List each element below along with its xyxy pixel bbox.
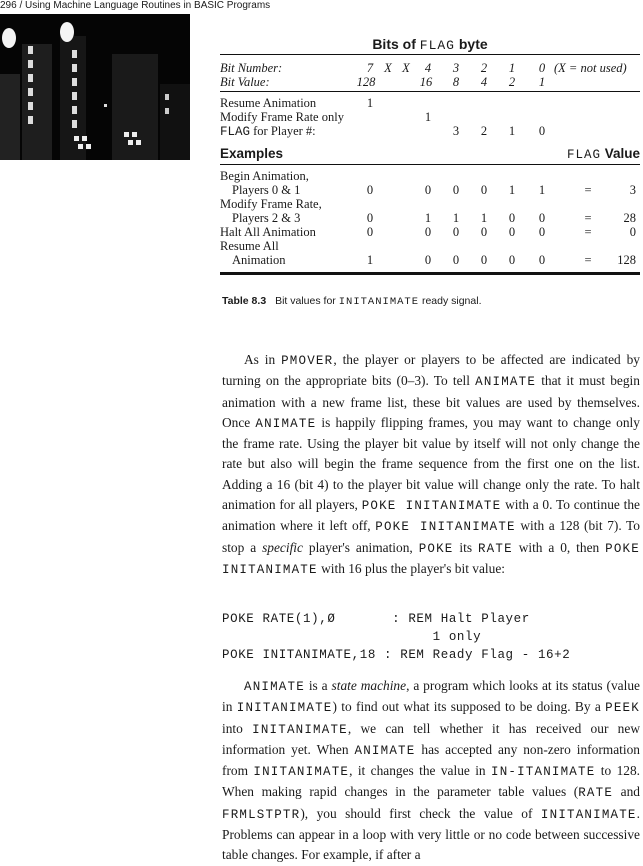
example-bit: 0 [424, 225, 432, 239]
example-label: Players 2 & 3 [232, 211, 301, 225]
code-line: 1 only [222, 630, 482, 644]
bit-value-row [220, 75, 640, 89]
example-bit: 1 [366, 253, 374, 267]
bit-number-label: Bit Number: [220, 61, 283, 75]
example-bit: 1 [452, 211, 460, 225]
example-bit: 1 [508, 183, 516, 197]
code-line: POKE RATE(1),Ø : REM Halt Player [222, 612, 530, 626]
city-illustration [0, 14, 190, 160]
example-row [220, 253, 640, 267]
caption-code: INITANIMATE [338, 296, 420, 308]
example-row [220, 239, 640, 253]
example-label: Begin Animation, [220, 169, 309, 183]
example-bit: 0 [480, 225, 488, 239]
table-rule-examples [220, 164, 640, 165]
examples-label: Examples [220, 146, 284, 161]
flag-code: FLAG [220, 125, 251, 139]
example-label: Halt All Animation [220, 225, 316, 239]
table-title-suffix: byte [458, 36, 488, 52]
example-label: Modify Frame Rate, [220, 197, 322, 211]
bit-number-cell: 0 [538, 61, 546, 75]
flag-player-row [220, 124, 640, 138]
flag-player-cell: 2 [480, 124, 488, 138]
example-bit: 0 [480, 183, 488, 197]
bit-number-cell: 2 [480, 61, 488, 75]
bit-value-label: Bit Value: [220, 75, 270, 89]
bit-number-row [220, 61, 640, 75]
example-label: Players 0 & 1 [232, 183, 301, 197]
example-bit: 0 [452, 225, 460, 239]
example-row [220, 197, 640, 211]
examples-header [220, 146, 640, 162]
example-row [220, 169, 640, 183]
value-header-word: Value [604, 146, 640, 161]
example-result: 28 [623, 211, 636, 225]
example-bit: 1 [424, 211, 432, 225]
bit-number-note: (X = not used) [554, 61, 627, 75]
table-rule-top [220, 54, 640, 55]
bit-value-cell: 16 [419, 75, 433, 89]
flag-player-cell: 0 [538, 124, 546, 138]
caption-text-end: ready signal. [421, 295, 482, 307]
example-result: 0 [629, 225, 636, 239]
paragraph-1: As in PMOVER, the player or players to be affected are indicated by turning on the appropriate bits (0–3). To tell ANIMATE that it must begin animation with a new frame list, these bit values are used by themselves. Once ANIMATE is happily flipping frames, you may want to change only the frame rate. Using the player bit value by itself will not only change the rate but also will begin the frame sequence from the first one on the list. Adding a 16 (bit 4) to the player bit value will change only the rate. To halt animation for all players, POKE INITANIMATE with a 0. To continue the animation where it left off, POKE INITANIMATE with a 128 (bit 7). To stop a specific player's animation, POKE its RATE with a 0, then POKE INITANIMATE with 16 plus the player's bit value: [222, 352, 640, 577]
example-row [220, 183, 640, 197]
modify-label: Modify Frame Rate only [220, 110, 344, 124]
flag-player-cell: 3 [452, 124, 460, 138]
flag-value-header [567, 146, 640, 163]
caption-label: Table 8.3 [222, 295, 267, 307]
example-label: Animation [232, 253, 286, 267]
example-bit: 0 [508, 225, 516, 239]
equals-sign: = [584, 253, 592, 267]
bit-value-cell: 2 [508, 75, 516, 89]
bit-number-cell: 7 [366, 61, 374, 75]
bit-value-cell: 128 [356, 75, 376, 89]
example-row [220, 225, 640, 239]
example-bit: 0 [508, 211, 516, 225]
example-bit: 0 [424, 253, 432, 267]
code-block [222, 610, 570, 664]
bit-value-cell: 8 [452, 75, 460, 89]
caption-text: Bit values for [275, 295, 336, 307]
table-title [220, 36, 640, 54]
modify-row [220, 110, 640, 124]
example-bit: 0 [508, 253, 516, 267]
flag-player-cell: 1 [508, 124, 516, 138]
bit-number-cell: X [384, 61, 392, 75]
example-label: Resume All [220, 239, 279, 253]
example-bit: 0 [452, 253, 460, 267]
equals-sign: = [584, 225, 592, 239]
example-bit: 1 [538, 183, 546, 197]
example-bit: 0 [366, 225, 374, 239]
modify-value: 1 [424, 110, 432, 124]
resume-label: Resume Animation [220, 96, 317, 110]
table-rule-mid [220, 91, 640, 92]
example-bit: 0 [452, 183, 460, 197]
bit-value-cell: 4 [480, 75, 488, 89]
resume-value: 1 [366, 96, 374, 110]
table-title-code: FLAG [419, 38, 455, 53]
example-bit: 0 [480, 253, 488, 267]
example-row [220, 211, 640, 225]
equals-sign: = [584, 183, 592, 197]
code-line: POKE INITANIMATE,18 : REM Ready Flag - 16+2 [222, 648, 571, 662]
example-bit: 0 [538, 253, 546, 267]
example-result: 3 [629, 183, 636, 197]
example-bit: 0 [424, 183, 432, 197]
flag-label-rest: for Player #: [253, 124, 316, 138]
bit-value-cell: 1 [538, 75, 546, 89]
paragraph-2: ANIMATE is a state machine, a program which looks at its status (value in INITANIMATE) to find out what its supposed to be doing. By a PEEK into INITANIMATE, we can tell whether it has received our new information yet. When ANIMATE has accepted any non-zero information from INITANIMATE, it changes the value in IN-ITANIMATE to 128. When making rapid changes in the parameter table values (RATE and FRMLSTPTR), you should first check the value of INITANIMATE. Problems can appear in a loop with very little or no code between successive table changes. For example, if after a [222, 678, 641, 863]
flag-player-label [220, 124, 316, 139]
equals-sign: = [584, 211, 592, 225]
example-bit: 0 [538, 211, 546, 225]
example-result: 128 [617, 253, 636, 267]
bit-number-cell: 1 [508, 61, 516, 75]
bit-number-cell: X [402, 61, 410, 75]
resume-row [220, 96, 640, 110]
bit-number-cell: 3 [452, 61, 460, 75]
table-caption [222, 295, 482, 308]
running-head: 296 / Using Machine Language Routines in BASIC Programs [0, 0, 271, 11]
example-bit: 0 [538, 225, 546, 239]
table-rule-bottom [220, 272, 640, 275]
value-header-code: FLAG [566, 148, 601, 162]
example-bit: 0 [366, 211, 374, 225]
example-bit: 1 [480, 211, 488, 225]
bit-number-cell: 4 [424, 61, 432, 75]
example-bit: 0 [366, 183, 374, 197]
table-title-prefix: Bits of [372, 36, 416, 52]
